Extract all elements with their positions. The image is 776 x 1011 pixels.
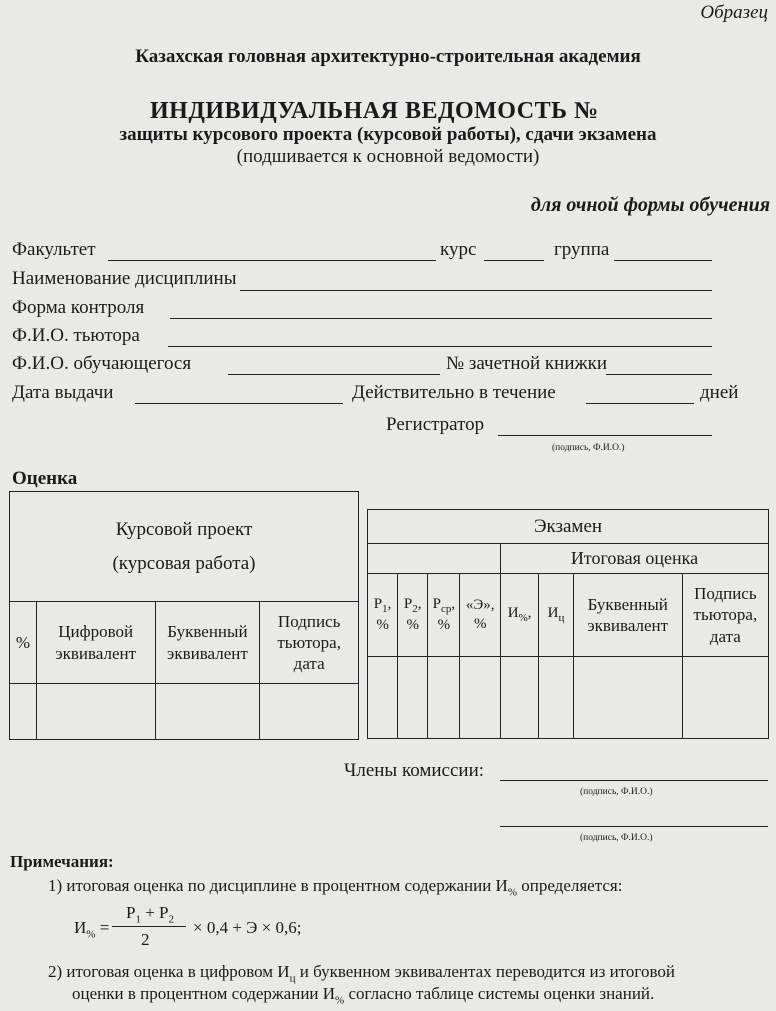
i-c-header: $И_ц$ bbox=[539, 574, 573, 656]
ex-letter-header: Буквенный эквивалент bbox=[573, 574, 682, 656]
registrar-field[interactable] bbox=[498, 435, 712, 436]
pcp-header: $Р_{ср}$, % bbox=[428, 574, 460, 656]
coursework-title: Курсовой проект bbox=[115, 518, 253, 540]
commission-sign-note-1: (подпись, Ф.И.О.) bbox=[580, 787, 653, 797]
discipline-field[interactable] bbox=[240, 290, 712, 291]
attach-note: (подшивается к основной ведомости) bbox=[236, 146, 540, 167]
sample-label: Образец bbox=[700, 2, 768, 23]
coursework-subtitle: (курсовая работа) bbox=[112, 552, 256, 574]
note-1: 1) итоговая оценка по дисциплине в процентном содержании $И_{\%}$ определяется: bbox=[48, 876, 623, 899]
ex-e-cell[interactable] bbox=[460, 656, 501, 738]
academy-name: Казахская головная архитектурно-строительная академия bbox=[135, 46, 641, 67]
course-field[interactable] bbox=[484, 260, 544, 261]
valid-field[interactable] bbox=[586, 403, 694, 404]
commission-label: Члены комиссии: bbox=[344, 760, 485, 781]
ex-letter-cell[interactable] bbox=[573, 656, 682, 738]
faculty-label: Факультет bbox=[12, 239, 96, 260]
p1-header: $Р_1$, % bbox=[368, 574, 398, 656]
i-pct-header: $И_{\%}$, bbox=[500, 574, 538, 656]
faculty-field[interactable] bbox=[108, 260, 436, 261]
registrar-sign-note: (подпись, Ф.И.О.) bbox=[552, 443, 625, 453]
form-type-label: для очной формы обучения bbox=[530, 194, 770, 216]
commission-sign-note-2: (подпись, Ф.И.О.) bbox=[580, 833, 653, 843]
exam-title: Экзамен bbox=[368, 510, 769, 544]
issue-date-label: Дата выдачи bbox=[12, 382, 114, 403]
notes-title: Примечания: bbox=[10, 852, 114, 871]
student-label: Ф.И.О. обучающегося bbox=[12, 353, 192, 374]
tutor-label: Ф.И.О. тьютора bbox=[12, 325, 140, 346]
record-book-field[interactable] bbox=[606, 374, 712, 375]
tutor-field[interactable] bbox=[168, 346, 712, 347]
exam-table bbox=[367, 509, 769, 739]
issue-date-field[interactable] bbox=[135, 403, 343, 404]
grade-label: Оценка bbox=[12, 468, 78, 489]
coursework-table bbox=[9, 491, 359, 740]
formula-fraction-bar bbox=[112, 926, 186, 927]
course-label: курс bbox=[440, 239, 477, 260]
document-subtitle: защиты курсового проекта (курсовой работы), сдачи экзамена bbox=[119, 124, 657, 145]
formula-denominator: 2 bbox=[141, 930, 150, 949]
exam-blank bbox=[368, 544, 501, 574]
group-label: группа bbox=[554, 239, 610, 260]
commission-field-2[interactable] bbox=[500, 826, 768, 827]
group-field[interactable] bbox=[614, 260, 712, 261]
cw-letter-header: Буквенный эквивалент bbox=[155, 602, 260, 684]
ex-sign-cell[interactable] bbox=[682, 656, 768, 738]
commission-field-1[interactable] bbox=[500, 780, 768, 781]
cw-sign-header: Подпись тьютора, дата bbox=[260, 602, 359, 684]
ex-pcp-cell[interactable] bbox=[428, 656, 460, 738]
document-title: ИНДИВИДУАЛЬНАЯ ВЕДОМОСТЬ № bbox=[150, 98, 599, 124]
note-2-line-1: 2) итоговая оценка в цифровом $И_ц$ и буквенном эквивалентах переводится из итоговой bbox=[48, 962, 675, 985]
coursework-header bbox=[10, 492, 359, 602]
discipline-label: Наименование дисциплины bbox=[12, 268, 237, 289]
cw-percent-header: % bbox=[10, 602, 37, 684]
p2-header: $Р_2$, % bbox=[398, 574, 428, 656]
exam-e-header: «Э», % bbox=[460, 574, 501, 656]
note-2-line-2: оценки в процентном содержании $И_{\%}$ согласно таблице системы оценки знаний. bbox=[72, 984, 655, 1007]
control-form-label: Форма контроля bbox=[12, 297, 145, 318]
formula-rest: × 0,4 + Э × 0,6; bbox=[193, 918, 302, 937]
formula-lhs: $И_{\%}$ = bbox=[74, 918, 110, 941]
ex-ic-cell[interactable] bbox=[539, 656, 573, 738]
cw-sign-cell[interactable] bbox=[260, 684, 359, 740]
cw-digital-cell[interactable] bbox=[36, 684, 155, 740]
ex-p1-cell[interactable] bbox=[368, 656, 398, 738]
valid-label: Действительно в течение bbox=[352, 382, 556, 403]
formula-numerator: $Р_1 + Р_2$ bbox=[125, 903, 174, 926]
days-label: дней bbox=[700, 382, 739, 403]
cw-percent-cell[interactable] bbox=[10, 684, 37, 740]
final-grade-header: Итоговая оценка bbox=[500, 544, 768, 574]
control-form-field[interactable] bbox=[170, 318, 712, 319]
cw-letter-cell[interactable] bbox=[155, 684, 260, 740]
record-book-label: № зачетной книжки bbox=[446, 353, 608, 374]
ex-p2-cell[interactable] bbox=[398, 656, 428, 738]
ex-sign-header: Подпись тьютора, дата bbox=[682, 574, 768, 656]
registrar-label: Регистратор bbox=[386, 414, 485, 435]
cw-digital-header: Цифровой эквивалент bbox=[36, 602, 155, 684]
ex-ipct-cell[interactable] bbox=[500, 656, 538, 738]
student-field[interactable] bbox=[228, 374, 440, 375]
